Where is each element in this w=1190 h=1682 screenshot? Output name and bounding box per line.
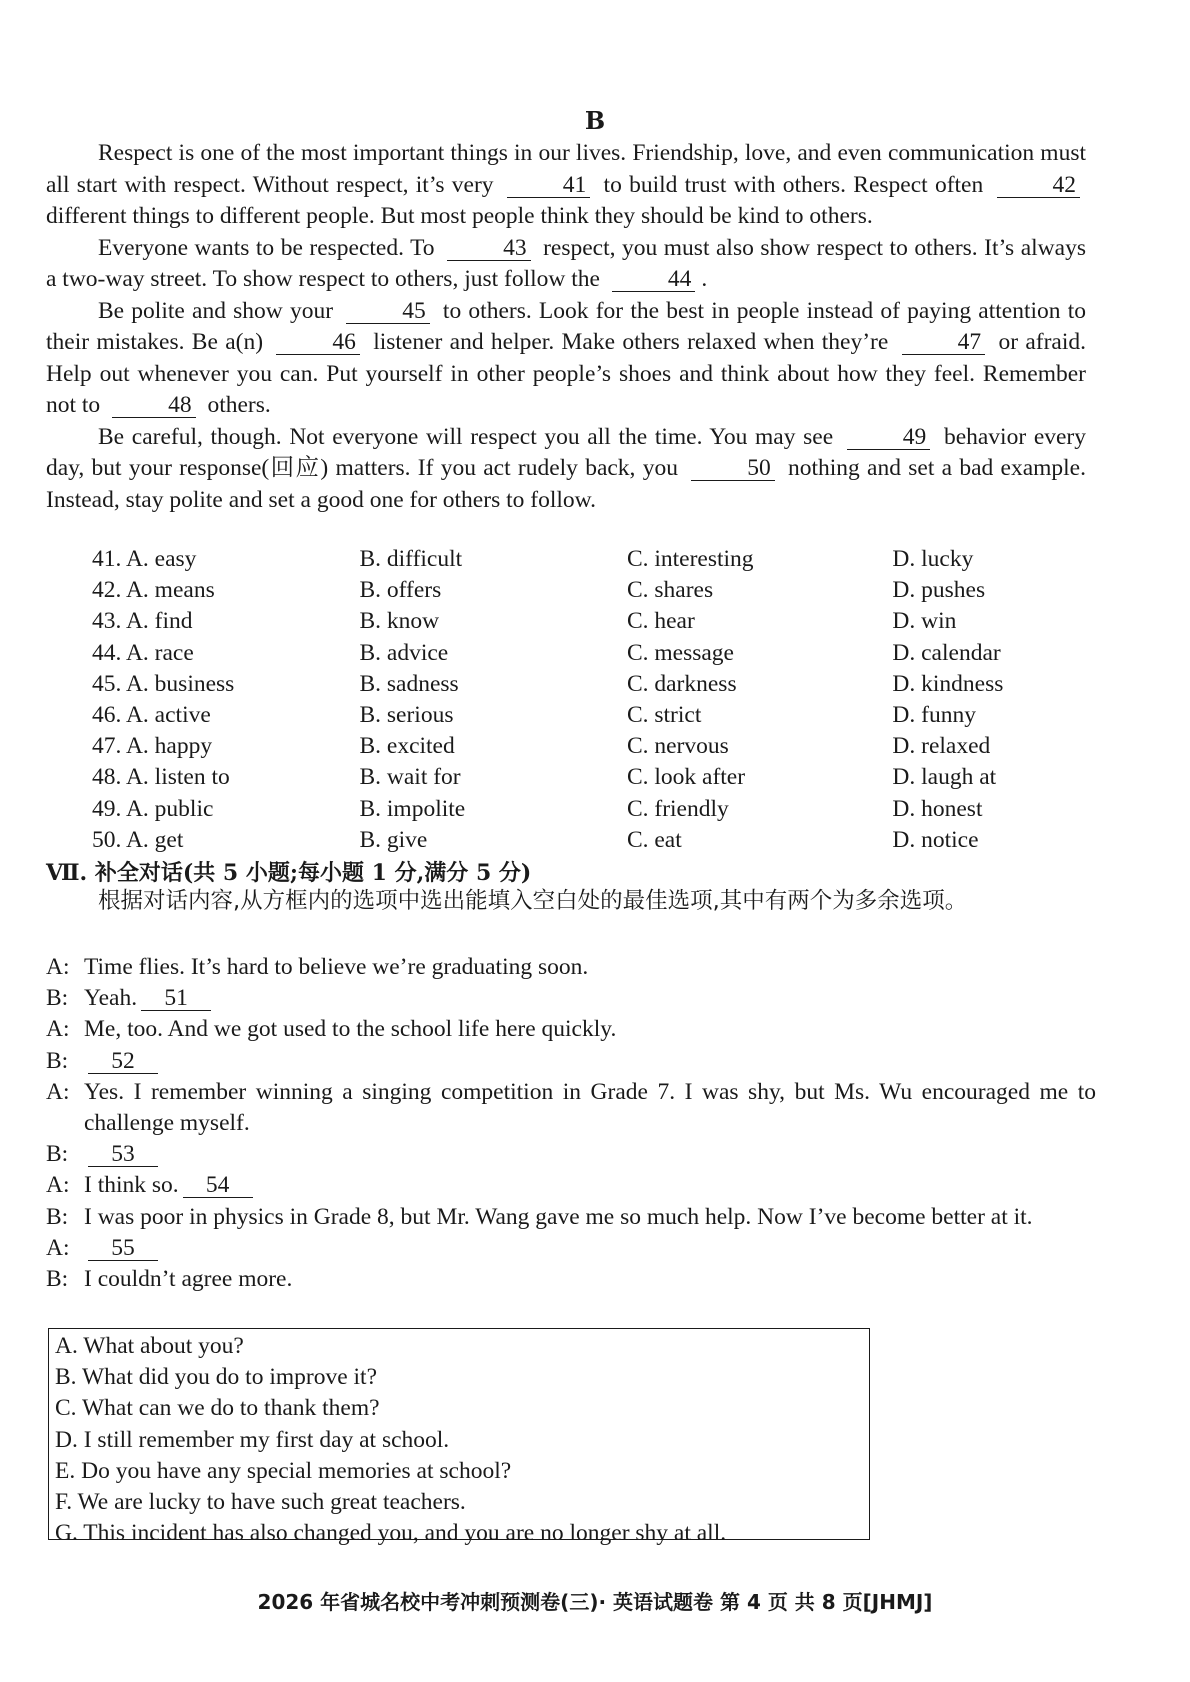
option-choice: 50. A. get <box>92 826 184 853</box>
page-footer: 2026 年省城名校中考冲刺预测卷(三)· 英语试题卷 第 4 页 共 8 页[JHMJ] <box>257 1590 933 1614</box>
text-segment: to others. Look for the best in people instead of paying attention to their mistakes. Be a(n) <box>46 297 1086 355</box>
option-choice: 49. A. public <box>92 795 214 822</box>
speaker-label: B: <box>46 1203 69 1230</box>
option-row <box>92 640 1092 671</box>
utterance <box>84 1233 1096 1264</box>
option-choice: B. know <box>359 608 440 635</box>
text-segment: Me, too. And we got used to the school life here quickly. <box>84 1016 617 1043</box>
answer-blank: 52 <box>88 1049 158 1074</box>
choice-item: D. I still remember my first day at school. <box>55 1426 450 1453</box>
option-choice: 48. A. listen to <box>92 764 230 791</box>
speaker-label: B: <box>46 1266 69 1293</box>
dialogue <box>46 952 1096 1295</box>
choice-item: A. What about you? <box>55 1333 244 1359</box>
text-segment: Respect is one of the most important things in our lives. Friendship, love, and even communication must all start with respect. Without respect, it’s very <box>46 140 1086 198</box>
option-choice: D. honest <box>892 795 983 822</box>
text-segment: different things to different people. But most people think they should be kind to others. <box>46 203 873 229</box>
text-segment: Be careful, though. Not everyone will respect you all the time. You may see <box>98 423 841 450</box>
option-choice: D. kindness <box>892 670 1004 697</box>
option-choice: D. lucky <box>892 546 974 572</box>
option-choice: 45. A. business <box>92 670 235 697</box>
section-7-title: Ⅶ. 补全对话(共 5 小题;每小题 1 分,满分 5 分) <box>46 860 532 886</box>
speaker-label: B: <box>46 985 69 1012</box>
utterance <box>84 1046 1096 1077</box>
option-choice: C. interesting <box>626 546 754 572</box>
option-choice: C. strict <box>626 701 702 728</box>
option-choice: 43. A. find <box>92 608 193 635</box>
text-segment: Yes. I remember winning a singing competition in Grade 7. I was shy, but Ms. Wu encouraged me to challenge myself. <box>84 1078 1096 1137</box>
option-row <box>92 608 1092 639</box>
section-7-instruction: 根据对话内容,从方框内的选项中选出能填入空白处的最佳选项,其中有两个为多余选项。 <box>98 888 968 914</box>
dialogue-line <box>46 1202 1096 1233</box>
text-segment: Everyone wants to be respected. To <box>98 234 442 261</box>
option-choice: D. calendar <box>892 639 1001 666</box>
utterance <box>84 1202 1096 1233</box>
option-choice: B. excited <box>359 733 455 760</box>
text-segment: nothing and set a bad example. Instead, stay polite and set a good one for others to follow. <box>46 455 1086 513</box>
answer-blank: 48 <box>112 393 196 418</box>
text-segment: behavior every day, but your response(回应) matters. If you act rudely back, you <box>46 423 1087 481</box>
speaker-label: A: <box>46 954 70 980</box>
answer-blank: 49 <box>847 425 931 450</box>
speaker-label: A: <box>46 1234 70 1261</box>
option-choice: B. give <box>359 826 428 853</box>
text-segment: to build trust with others. Respect often <box>596 171 991 198</box>
dialogue-line <box>46 1233 1096 1264</box>
text-segment: or afraid. Help out whenever you can. Put yourself in other people’s shoes and think about how they feel. Remember not to <box>46 329 1086 418</box>
cloze-options <box>92 546 1092 858</box>
text-segment: I think so. <box>84 1172 179 1199</box>
utterance <box>84 952 1096 983</box>
section-letter: B <box>584 106 606 135</box>
option-choice: C. hear <box>626 608 695 635</box>
option-choice: C. nervous <box>626 733 729 760</box>
option-row <box>92 702 1092 733</box>
option-choice: B. sadness <box>359 670 459 697</box>
speaker-label: A: <box>46 1078 70 1105</box>
utterance <box>84 1170 1096 1201</box>
text-segment: I was poor in physics in Grade 8, but Mr. Wang gave me so much help. Now I’ve become better at it. <box>84 1203 1033 1230</box>
text-segment: listener and helper. Make others relaxed when they’re <box>365 329 896 355</box>
dialogue-line <box>46 952 1096 983</box>
choice-item: E. Do you have any special memories at school? <box>55 1457 512 1484</box>
utterance <box>84 1014 1096 1045</box>
option-choice: C. eat <box>626 826 682 853</box>
option-row <box>92 827 1092 858</box>
option-choice: B. difficult <box>359 546 463 572</box>
answer-blank: 55 <box>88 1236 158 1261</box>
dialogue-line <box>46 1170 1096 1201</box>
choice-item: F. We are lucky to have such great teachers. <box>55 1489 466 1516</box>
choice-item: B. What did you do to improve it? <box>55 1364 378 1391</box>
option-choice: D. relaxed <box>892 733 991 760</box>
dialogue-line <box>46 983 1096 1014</box>
answer-blank: 44 <box>612 267 696 292</box>
option-choice: B. advice <box>359 639 449 666</box>
answer-blank: 51 <box>141 986 211 1011</box>
answer-blank: 45 <box>346 299 430 324</box>
speaker-label: B: <box>46 1141 69 1168</box>
dialogue-line <box>46 1077 1096 1139</box>
utterance <box>84 983 1096 1014</box>
choice-item: G. This incident has also changed you, and you are no longer shy at all. <box>55 1520 727 1547</box>
utterance <box>84 1264 1096 1295</box>
answer-blank: 42 <box>997 173 1081 198</box>
answer-blank: 47 <box>902 330 986 355</box>
answer-blank: 53 <box>88 1142 158 1167</box>
option-choice: C. friendly <box>626 795 729 822</box>
option-choice: 41. A. easy <box>92 546 197 572</box>
option-row <box>92 796 1092 827</box>
option-choice: 47. A. happy <box>92 733 213 760</box>
answer-blank: 43 <box>447 236 531 261</box>
choice-item: C. What can we do to thank them? <box>55 1395 380 1422</box>
option-choice: B. offers <box>359 577 442 604</box>
passage-paragraph <box>46 422 1086 517</box>
option-choice: D. pushes <box>892 577 986 604</box>
option-row <box>92 733 1092 764</box>
utterance <box>84 1139 1096 1170</box>
text-segment: respect, you must also show respect to others. It’s always a two-way street. To show respect to others, just follow the <box>46 234 1086 292</box>
dialogue-line <box>46 1139 1096 1170</box>
passage-paragraph <box>46 233 1086 296</box>
option-choice: B. impolite <box>359 795 466 822</box>
text-segment: . <box>701 266 708 292</box>
answer-blank: 54 <box>183 1173 253 1198</box>
passage-paragraph <box>46 296 1086 422</box>
text-segment: Be polite and show your <box>98 297 341 324</box>
passage-paragraph <box>46 138 1086 233</box>
dialogue-line <box>46 1264 1096 1295</box>
speaker-label: A: <box>46 1016 70 1043</box>
option-choice: C. message <box>626 639 734 666</box>
option-choice: B. serious <box>359 701 454 728</box>
utterance <box>84 1077 1096 1139</box>
option-choice: D. win <box>892 608 957 635</box>
cloze-passage <box>46 138 1086 516</box>
option-choice: B. wait for <box>359 764 461 791</box>
answer-blank: 46 <box>276 330 360 355</box>
speaker-label: B: <box>46 1047 69 1074</box>
option-choice: D. funny <box>892 701 976 728</box>
text-segment: I couldn’t agree more. <box>84 1266 293 1293</box>
option-choice: C. look after <box>626 764 746 791</box>
choices-box <box>48 1328 870 1547</box>
option-choice: C. darkness <box>626 670 737 697</box>
option-choice: 44. A. race <box>92 639 194 666</box>
option-choice: C. shares <box>626 577 714 604</box>
answer-blank: 50 <box>691 456 775 481</box>
option-row <box>92 671 1092 702</box>
option-row <box>92 764 1092 795</box>
option-choice: D. laugh at <box>892 764 997 791</box>
dialogue-line <box>46 1046 1096 1077</box>
speaker-label: A: <box>46 1172 70 1199</box>
option-choice: D. notice <box>892 826 979 853</box>
option-choice: 46. A. active <box>92 701 211 728</box>
dialogue-line <box>46 1014 1096 1045</box>
answer-blank: 41 <box>507 173 591 198</box>
option-row <box>92 546 1092 577</box>
option-choice: 42. A. means <box>92 577 215 604</box>
text-segment: others. <box>201 392 271 418</box>
text-segment: Yeah. <box>84 985 138 1012</box>
text-segment: Time flies. It’s hard to believe we’re graduating soon. <box>84 954 589 980</box>
option-row <box>92 577 1092 608</box>
